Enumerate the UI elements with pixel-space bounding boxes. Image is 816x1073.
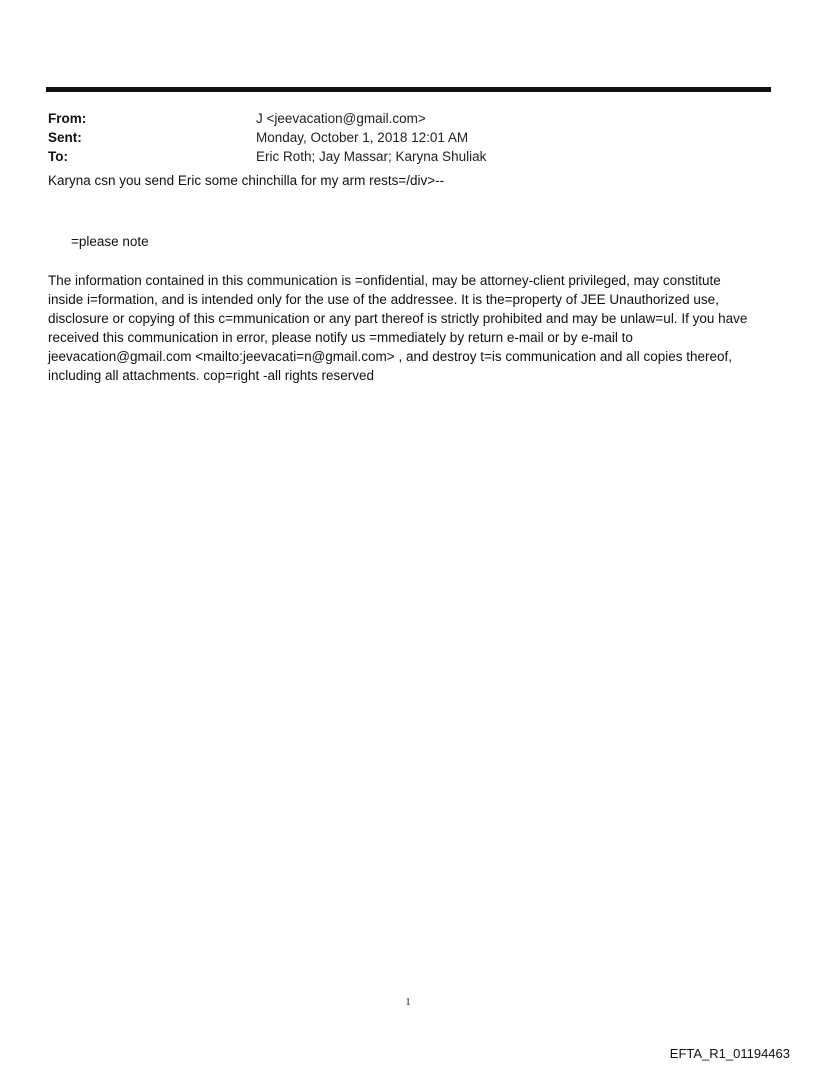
sent-value: Monday, October 1, 2018 12:01 AM: [256, 130, 469, 145]
to-row: [48, 147, 748, 166]
to-label: To:: [48, 149, 68, 164]
email-header: [48, 109, 748, 166]
sent-label: Sent:: [48, 130, 82, 145]
bates-number: EFTA_R1_01194463: [669, 1046, 790, 1061]
disclaimer-line: disclosure or copying of this c=mmunication or any part thereof is strictly prohibited and may be unlaw=ul. If you have: [48, 311, 748, 326]
disclaimer-line: including all attachments. cop=right -all rights reserved: [48, 368, 375, 383]
disclaimer-line: inside i=formation, and is intended only for the use of the addressee. It is the=property of JEE Unauthorized use,: [48, 292, 719, 307]
disclaimer-line: jeevacation@gmail.com <mailto:jeevacati=n@gmail.com> , and destroy t=is communication and all copies thereof,: [48, 349, 732, 364]
sent-row: [48, 128, 748, 147]
to-value: Eric Roth; Jay Massar; Karyna Shuliak: [256, 149, 487, 164]
page-number: 1: [405, 996, 411, 1008]
note-text: =please note: [71, 234, 149, 249]
disclaimer-line: The information contained in this communication is =onfidential, may be attorney-client privileged, may constitute: [48, 273, 721, 288]
from-label: From:: [48, 111, 87, 126]
disclaimer-line: received this communication in error, please notify us =mmediately by return e-mail or by e-mail to: [48, 330, 633, 345]
header-divider: [46, 87, 771, 92]
confidentiality-disclaimer: [48, 271, 768, 385]
from-value: J <jeevacation@gmail.com>: [256, 111, 426, 126]
message-text: Karyna csn you send Eric some chinchilla for my arm rests=/div>--: [48, 173, 445, 188]
from-row: [48, 109, 748, 128]
